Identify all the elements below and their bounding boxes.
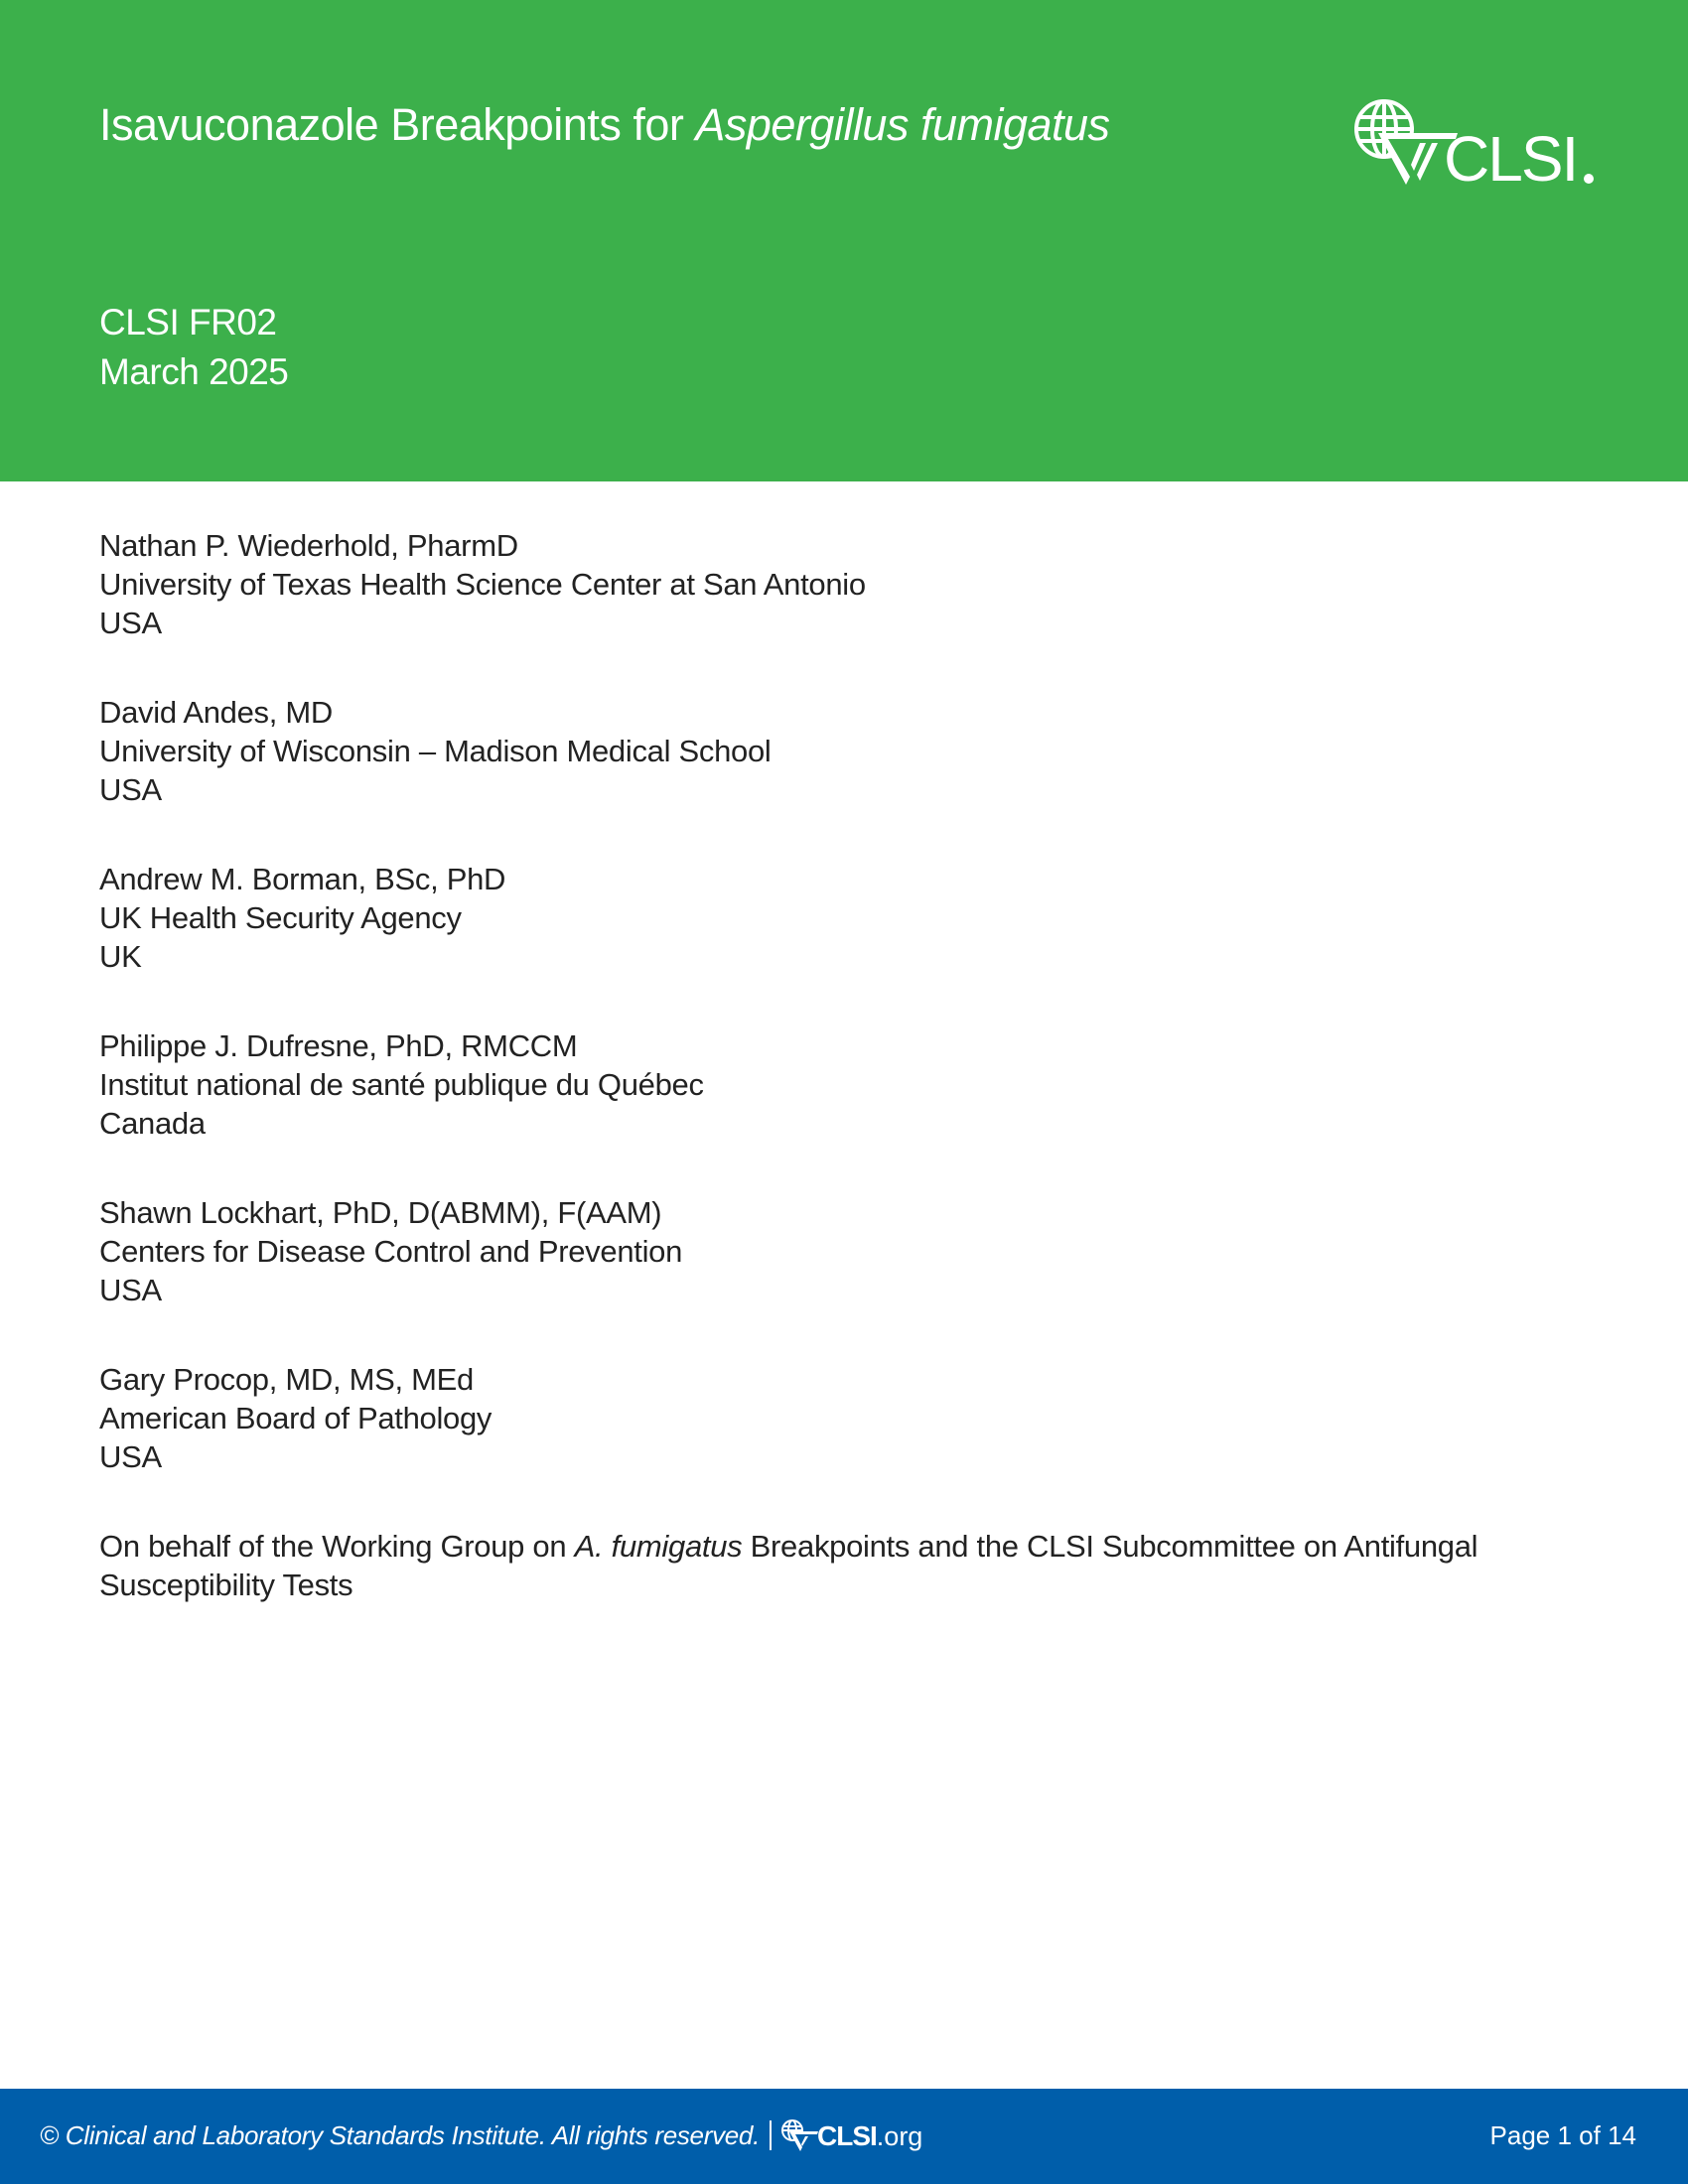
document-date: March 2025	[99, 351, 289, 392]
footer-divider	[770, 2120, 772, 2150]
author-affiliation: Centers for Disease Control and Prevention	[99, 1234, 683, 1269]
title-text: Isavuconazole Breakpoints for	[99, 99, 696, 150]
author-country: USA	[99, 606, 162, 640]
globe-check-icon	[779, 2118, 819, 2152]
author-name: Philippe J. Dufresne, PhD, RMCCM	[99, 1028, 578, 1063]
author-country: USA	[99, 1439, 162, 1474]
copyright-text: © Clinical and Laboratory Standards Institute. All rights reserved.	[40, 2119, 761, 2150]
author-name: David Andes, MD	[99, 695, 333, 730]
author-name: Andrew M. Borman, BSc, PhD	[99, 862, 506, 896]
footer-logo-text: CLSI	[817, 2120, 877, 2151]
author-country: USA	[99, 1273, 162, 1307]
footer-copyright-area	[40, 2118, 922, 2152]
author-entry	[99, 1360, 1589, 1476]
author-name: Gary Procop, MD, MS, MEd	[99, 1362, 474, 1397]
on-behalf-suffix: Breakpoints and the CLSI Subcommittee on Antifungal Susceptibility Tests	[99, 1529, 1478, 1602]
author-name: Shawn Lockhart, PhD, D(ABMM), F(AAM)	[99, 1195, 662, 1230]
author-entry	[99, 526, 1589, 642]
author-affiliation: University of Wisconsin – Madison Medical School	[99, 734, 772, 768]
title-species: Aspergillus fumigatus	[695, 99, 1110, 150]
svg-text:CLSI: CLSI	[1444, 123, 1578, 187]
clsi-org-link[interactable]	[779, 2118, 922, 2152]
globe-check-icon	[1348, 95, 1597, 187]
author-entry	[99, 693, 1589, 809]
document-title	[99, 99, 1110, 151]
author-affiliation: Institut national de santé publique du Québec	[99, 1067, 704, 1102]
document-code: CLSI FR02	[99, 302, 277, 342]
author-entry	[99, 860, 1589, 976]
author-name: Nathan P. Wiederhold, PharmD	[99, 528, 518, 563]
author-affiliation: American Board of Pathology	[99, 1401, 492, 1435]
header-band	[0, 0, 1688, 481]
footer-band	[0, 2089, 1688, 2184]
footer-logo-suffix: .org	[876, 2121, 923, 2151]
clsi-logo	[1348, 95, 1597, 187]
author-list	[99, 526, 1589, 1604]
on-behalf-species: A. fumigatus	[574, 1529, 743, 1564]
author-entry	[99, 1026, 1589, 1143]
author-affiliation: UK Health Security Agency	[99, 900, 462, 935]
on-behalf-statement	[99, 1527, 1589, 1604]
author-country: USA	[99, 772, 162, 807]
on-behalf-prefix: On behalf of the Working Group on	[99, 1529, 575, 1564]
page-number: Page 1 of 14	[1489, 2120, 1636, 2150]
author-affiliation: University of Texas Health Science Center at San Antonio	[99, 567, 866, 602]
author-country: Canada	[99, 1106, 206, 1141]
author-entry	[99, 1193, 1589, 1309]
document-meta	[99, 298, 288, 397]
author-country: UK	[99, 939, 142, 974]
